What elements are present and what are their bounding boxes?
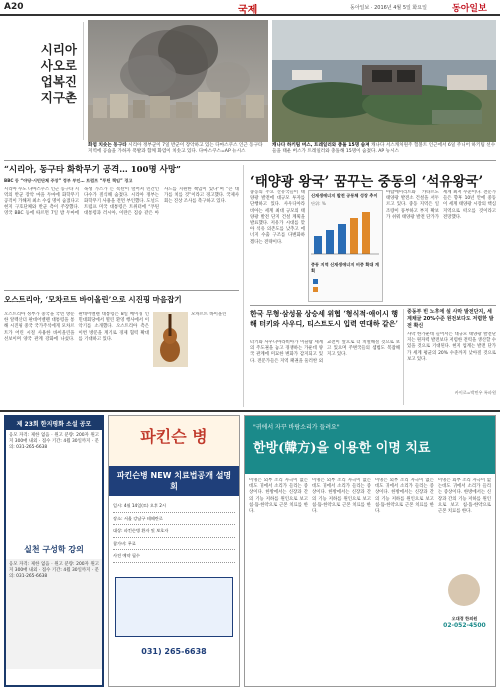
reporter-byline: 카이로=박민우 특파원: [454, 390, 496, 395]
parkinson-ad: [108, 415, 240, 687]
main-sidebar: [407, 309, 496, 396]
ad-row: 사전 예약 필수: [113, 550, 235, 563]
left-ad: [4, 415, 104, 687]
article-body-continued: 모차르트 바이올린: [191, 312, 227, 317]
vertical-divider: [243, 165, 244, 407]
caption-text: 시리아 정부군이 7일 반군이 장악하고 있는 다마스쿠스 인근 동구타 지역에 공습을 가하자 폭발과 함께 화염이 치솟고 있다. 다마스쿠스=AP 뉴시스: [88, 143, 263, 154]
ad-row: 대상: 파킨슨병 환자 및 보호자: [113, 525, 235, 538]
chart-title: 신재생에너지 발전 공동체 성장 추이: [311, 193, 378, 198]
ad-row: 일시: 4월 14일(토) 오후 2시: [113, 500, 235, 513]
vertical-divider: [403, 309, 404, 405]
bus-crash-photo: [272, 20, 496, 142]
parkinson-ad-title: 파킨슨 병: [140, 427, 208, 446]
doctor-photo: [448, 574, 480, 606]
side-title-line: 시리아: [40, 42, 77, 57]
parkinson-ad-subtitle: 파킨슨병 NEW 치료법공개 설명회: [109, 466, 239, 496]
left-ad-body: 응모 자격: 제한 없음 · 원고 분량: 200자 원고지 300매 내외 · 접수 기간: 4월 30일까지 · 문의: 031-265-6638: [9, 433, 99, 451]
article-austria: [4, 294, 239, 305]
clinic-name: 오대경 한의원: [451, 616, 478, 621]
ad-row: 참가비: 무료: [113, 538, 235, 551]
left-ad-body-2: 응모 자격: 제한 없음 · 원고 분량: 200자 원고지 300매 내외 · 접수 기간: 4월 30일까지 · 문의: 031-265-6638: [6, 559, 102, 669]
crash-photo-caption: [272, 143, 496, 155]
ad-row: 장소: 서울 강남구 테헤란로: [113, 513, 235, 526]
divider: [4, 290, 239, 291]
article-body: 터키와 사우디아라비아가 이슬람 세계의 주도권을 놓고 경쟁하는 가운데 양국 관계에 미묘한 변화가 감지되고 있다. 전문가들은 지역 패권을 둘러싼 외교전이 앞으로 더 치열해질 것으로 보고 있으며 주변국들의 셈법도 복잡해지고 있다.: [250, 340, 400, 364]
clinic-phone: 02-052-4500: [443, 621, 486, 629]
page-number: A20: [4, 2, 24, 12]
tinnitus-ad: [244, 415, 496, 687]
renewable-chart: [308, 190, 383, 302]
main-body-col1: 중동의 주요 산유국들이 태양광 발전에 대규모 투자를 단행하고 있다. 사우디아라비아는 세계 최대 규모의 태양광 발전 단지 건설 계획을 발표했다. 저유가 시대를 맞아 석유 의존도를 낮추고 에너지 수출 구조를 다변화하겠다는 전략이다.: [250, 190, 305, 245]
article-body: 시리아 수도 다마스쿠스 인근 동구타 지역의 반군 장악 마을 두마에 화학무기 공격이 가해져 최소 수십 명이 숨졌다고 현지 구호단체와 반군 측이 주장했다. 영국 BBC 등에 따르면 7일 밤 두마에 독성 가스가 든 폭탄이 떨어져 민간인 다수가 질식해 숨졌다. 시리아 정부는 화학무기 사용을 전면 부인했다. 도널드 트럼프 미국 대통령은 트위터에 “푸틴 대통령과 러시아, 이란은 짐승 같은 아사드를 지원한 책임이 있다”며 “큰 대가를 치를 것”이라고 경고했다. 국제사회는 진상 조사를 촉구하고 있다.: [4, 186, 239, 217]
parkinson-ad-phone: 031) 265-6638: [141, 646, 207, 656]
chart-bars: [309, 206, 382, 256]
issue-info: 동아일보 · 2016년 4월 5일 화요일: [350, 5, 427, 11]
page-header: [0, 0, 500, 16]
caption-text: 캐나다 서스캐처원주 험볼트 인근에서 6일 주니어 하키팀 선수들을 태운 버스가 트레일러와 충돌해 15명이 숨졌다. AP 뉴시스: [272, 143, 496, 154]
divider: [250, 305, 496, 306]
side-column-title: [4, 22, 84, 140]
tinnitus-ad-body: 이명은 외부 소리 자극이 없는데도 귀에서 소리가 들리는 증상이다. 한방에서는 신장과 간의 기능 저하를 원인으로 보고 침·뜸·한약으로 근본 치료를 한다.: [311, 478, 371, 515]
side-title-line: 사오로: [40, 58, 77, 73]
chart-legend: [309, 275, 382, 295]
violin-photo: [153, 312, 188, 367]
article-headline: 한국 무형·삼성물 상승세 위협 ‘형식적·애이시 행해 터키와 사우디, 티스트도시 입력 연대하 같은’: [250, 309, 398, 328]
newspaper-logo: 동아일보: [452, 4, 487, 14]
divider: [4, 160, 496, 161]
side-title-line: 업복진: [40, 74, 77, 89]
syria-photo-caption: [88, 143, 268, 155]
chart-note: 중동 지역 신재생에너지 비중 확대 계획: [311, 262, 379, 273]
divider: [0, 410, 500, 412]
article-subhead: BBC 등 “야당·시민단체 주장” 정부 부인… 트럼프 “푸틴 책임” 경고: [4, 178, 133, 183]
tinnitus-ad-body: 이명은 외부 소리 자극이 없는데도 귀에서 소리가 들리는 증상이다. 한방에서는 신장과 간의 기능 저하를 원인으로 보고 침·뜸·한약으로 근본 치료를 한다.: [437, 478, 491, 515]
article-syria: [4, 165, 239, 303]
tinnitus-ad-body: 이명은 외부 소리 자극이 없는데도 귀에서 소리가 들리는 증상이다. 한방에서는 신장과 간의 기능 저하를 원인으로 보고 침·뜸·한약으로 근본 치료를 한다.: [249, 478, 308, 515]
article-turkey: [250, 309, 400, 328]
tinnitus-ad-top: "귀에서 자꾸 바람소리가 들려요": [253, 424, 340, 431]
caption-title: 캐나다 하키팀 버스, 트레일러와 충돌 15명 숨져: [272, 143, 370, 148]
left-ad-subtitle: 실천 구성학 강의: [24, 545, 84, 554]
tinnitus-ad-title: 한방(韓方)을 이용한 이명 치료: [253, 441, 431, 456]
caption-title: 화염 치솟는 동구타: [88, 143, 127, 148]
side-title-line: 지구촌: [40, 90, 77, 105]
sidebar-body: 사막 한가운데 들어서는 대규모 태양광 발전단지는 원자력 발전보다 저렴한 전력을 생산할 수 있을 것으로 기대된다. 현지 업계는 발전 단가가 세계 평균의 20% 수준까지 낮아질 것으로 보고 있다.: [407, 332, 496, 362]
main-body-col2: 아랍에미리트와 카타르도 태양광 발전소 건설을 서두르고 있다. 중동 지역은 일조량이 풍부하고 부지 확보가 쉬워 태양광 발전 단가가 세계 최저 수준이다. 전문가들은 향후 10년 안에 중동이 세계 태양광 시장의 핵심 지역으로 떠오를 것이라고 전망했다.: [386, 190, 496, 220]
article-headline: “시리아, 동구타 화학무기 공격… 100명 사망”: [4, 165, 181, 175]
chart-unit: 단위: %: [311, 200, 326, 206]
article-body: 오스트리아 정부가 중국을 국빈 방문한 알렉산더 판데어벨렌 대통령을 통해 시진핑 중국 국가주석에게 모차르트가 어린 시절 사용한 바이올린을 선보이며 양국 관계 강화에 나섰다. 판데어벨렌 대통령은 8일 베이징 인민대회당에서 열린 환영 행사에서 이 악기를 소개했다. 오스트리아 측은 이번 방문을 계기로 경제 협력 확대를 기대하고 있다.: [4, 312, 149, 342]
left-ad-title: 제 23회 한지평화 소설 공모: [6, 417, 102, 430]
sidebar-headline: 중동부 빈 노후에 설 사막 발전단지, 세계채굴 20%수준 원전보다도 저렴한 발전 확신: [407, 309, 494, 329]
main-headline: ‘태양광 왕국’ 꿈꾸는 중동의 ‘석유왕국’: [250, 174, 484, 190]
syria-smoke-photo: [88, 20, 268, 142]
tinnitus-ad-body: 이명은 외부 소리 자극이 없는데도 귀에서 소리가 들리는 증상이다. 한방에서는 신장과 간의 기능 저하를 원인으로 보고 침·뜸·한약으로 근본 치료를 한다.: [374, 478, 434, 515]
section-title: 국제: [238, 5, 258, 16]
article-headline: 오스트리아, ‘모차르트 바이올린’으로 시진핑 마음잡기: [4, 295, 182, 304]
